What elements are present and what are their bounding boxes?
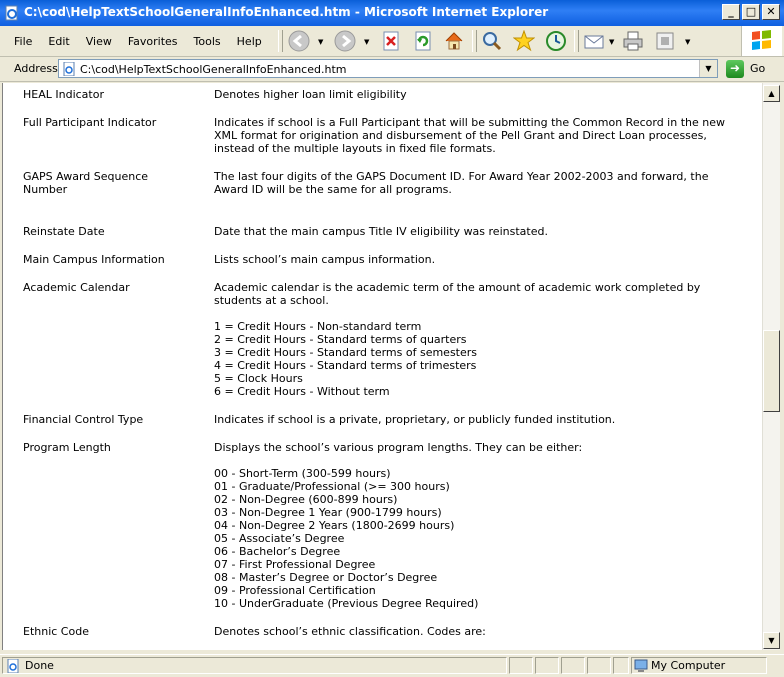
go-button[interactable] [726, 59, 776, 79]
forward-button[interactable] [333, 29, 357, 53]
code-item: 5 = Clock Hours [214, 372, 303, 385]
status-pane [535, 657, 559, 674]
field-description: Date that the main campus Title IV eligibility was reinstated. [214, 225, 548, 238]
address-input[interactable] [58, 59, 718, 78]
field-name: Financial Control Type [23, 413, 144, 426]
menu-favorites[interactable]: Favorites [127, 34, 178, 48]
minimize-button[interactable]: _ [722, 4, 740, 20]
refresh-button[interactable] [411, 29, 435, 53]
field-description: Denotes school’s ethnic classification. Codes are: [214, 625, 486, 638]
home-button[interactable] [442, 29, 466, 53]
status-main [2, 657, 507, 674]
my-computer-icon [634, 659, 648, 673]
code-item: 4 = Credit Hours - Standard terms of trimesters [214, 359, 477, 372]
zone-text: My Computer [651, 659, 726, 672]
favorites-button[interactable] [512, 29, 536, 53]
history-icon [545, 30, 567, 52]
field-description: Indicates if school is a private, proprietary, or publicly funded institution. [214, 413, 616, 426]
scroll-down-button[interactable]: ▼ [763, 632, 780, 649]
field-name: HEAL Indicator [23, 88, 104, 101]
history-button[interactable] [544, 29, 568, 53]
field-name: Academic Calendar [23, 281, 130, 294]
menu-edit[interactable]: Edit [48, 34, 70, 48]
code-list [214, 467, 749, 610]
field-description: Academic calendar is the academic term of the amount of academic work completed by students at a school. [214, 281, 701, 307]
field-name: Program Length [23, 441, 111, 454]
code-list [214, 320, 749, 398]
code-item: 06 - Bachelor’s Degree [214, 545, 341, 558]
menu-help[interactable]: Help [236, 34, 262, 48]
code-item: 02 - Non-Degree (600-899 hours) [214, 493, 398, 506]
print-button[interactable] [621, 29, 645, 53]
mail-dropdown-icon[interactable]: ▼ [609, 38, 615, 46]
search-icon [481, 30, 503, 52]
maximize-button[interactable]: □ [742, 4, 760, 20]
code-item: 6 = Credit Hours - Without term [214, 385, 390, 398]
go-label: Go [750, 62, 766, 75]
address-value: C:\cod\HelpTextSchoolGeneralInfoEnhanced.htm [80, 63, 347, 76]
code-item: 3 = Credit Hours - Standard terms of semesters [214, 346, 478, 359]
field-description: Displays the school’s various program lengths. They can be either: [214, 441, 583, 454]
status-pane [509, 657, 533, 674]
stop-button[interactable] [379, 29, 403, 53]
field-description: Lists school’s main campus information. [214, 253, 436, 266]
toolbar [0, 26, 784, 57]
page-done-icon [6, 659, 20, 673]
scroll-thumb[interactable] [763, 330, 780, 412]
mail-button[interactable] [582, 29, 606, 53]
field-description: Indicates if school is a Full Participant that will be submitting the Common Record in the new XML format for origination and disbursement of the Pell Grant and Direct Loan processes, instead of the multiple layouts in fixed file formats. [214, 116, 725, 155]
field-name: Main Campus Information [23, 253, 165, 266]
code-item: 04 - Non-Degree 2 Years (1800-2699 hours) [214, 519, 455, 532]
window-title: C:\cod\HelpTextSchoolGeneralInfoEnhanced.htm - Microsoft Internet Explorer [24, 5, 549, 19]
code-item: 08 - Master’s Degree or Doctor’s Degree [214, 571, 438, 584]
stop-icon [380, 30, 402, 52]
go-arrow-icon: ➜ [726, 60, 744, 78]
edit-button[interactable] [653, 29, 677, 53]
menu-bar [6, 26, 270, 56]
windows-logo [741, 26, 782, 56]
address-dropdown-icon[interactable]: ▼ [699, 60, 717, 77]
code-item: 05 - Associate’s Degree [214, 532, 345, 545]
close-button[interactable]: ✕ [762, 4, 780, 20]
forward-arrow-icon [334, 30, 356, 52]
page-content [2, 83, 763, 650]
mail-icon [583, 30, 605, 52]
code-item: 09 - Professional Certification [214, 584, 376, 597]
back-button[interactable] [287, 29, 311, 53]
scroll-up-button[interactable]: ▲ [763, 85, 780, 102]
windows-flag-icon [742, 26, 782, 56]
status-pane [613, 657, 629, 674]
code-item: 2 = Credit Hours - Standard terms of quarters [214, 333, 467, 346]
field-name: Ethnic Code [23, 625, 89, 638]
toolbar-grip [574, 30, 579, 52]
code-item: 00 - Short-Term (300-599 hours) [214, 467, 391, 480]
code-item: 07 - First Professional Degree [214, 558, 376, 571]
code-item: 03 - Non-Degree 1 Year (900-1799 hours) [214, 506, 442, 519]
address-bar [0, 57, 784, 82]
status-pane [561, 657, 585, 674]
printer-icon [622, 30, 644, 52]
status-bar [0, 654, 784, 677]
back-dropdown-icon[interactable]: ▼ [318, 38, 324, 46]
page-icon [62, 62, 76, 76]
status-pane [587, 657, 611, 674]
menu-view[interactable]: View [85, 34, 112, 48]
field-name: GAPS Award Sequence Number [23, 170, 149, 196]
refresh-icon [412, 30, 434, 52]
back-arrow-icon [288, 30, 310, 52]
forward-dropdown-icon[interactable]: ▼ [364, 38, 370, 46]
field-name: Reinstate Date [23, 225, 105, 238]
title-bar[interactable] [0, 0, 784, 26]
code-item: 10 - UnderGraduate (Previous Degree Required) [214, 597, 479, 610]
field-description: The last four digits of the GAPS Document ID. For Award Year 2002-2003 and forward, the Award ID will be the same for all programs. [214, 170, 709, 196]
status-zone [631, 657, 767, 674]
edit-dropdown-icon[interactable]: ▼ [685, 38, 691, 46]
field-description: Denotes higher loan limit eligibility [214, 88, 407, 101]
code-item: 1 = Credit Hours - Non-standard term [214, 320, 422, 333]
ie-page-icon [4, 5, 20, 21]
toolbar-grip [278, 30, 283, 52]
edit-page-icon [654, 30, 676, 52]
vertical-scrollbar[interactable] [762, 83, 780, 650]
status-text: Done [25, 659, 54, 672]
field-name: Full Participant Indicator [23, 116, 157, 129]
menu-tools[interactable]: Tools [193, 34, 221, 48]
star-icon [513, 30, 535, 52]
toolbar-grip [472, 30, 477, 52]
home-icon [443, 30, 465, 52]
address-label: Address [14, 62, 58, 75]
search-button[interactable] [480, 29, 504, 53]
menu-file[interactable]: File [14, 34, 33, 48]
code-item: 01 - Graduate/Professional (>= 300 hours) [214, 480, 450, 493]
